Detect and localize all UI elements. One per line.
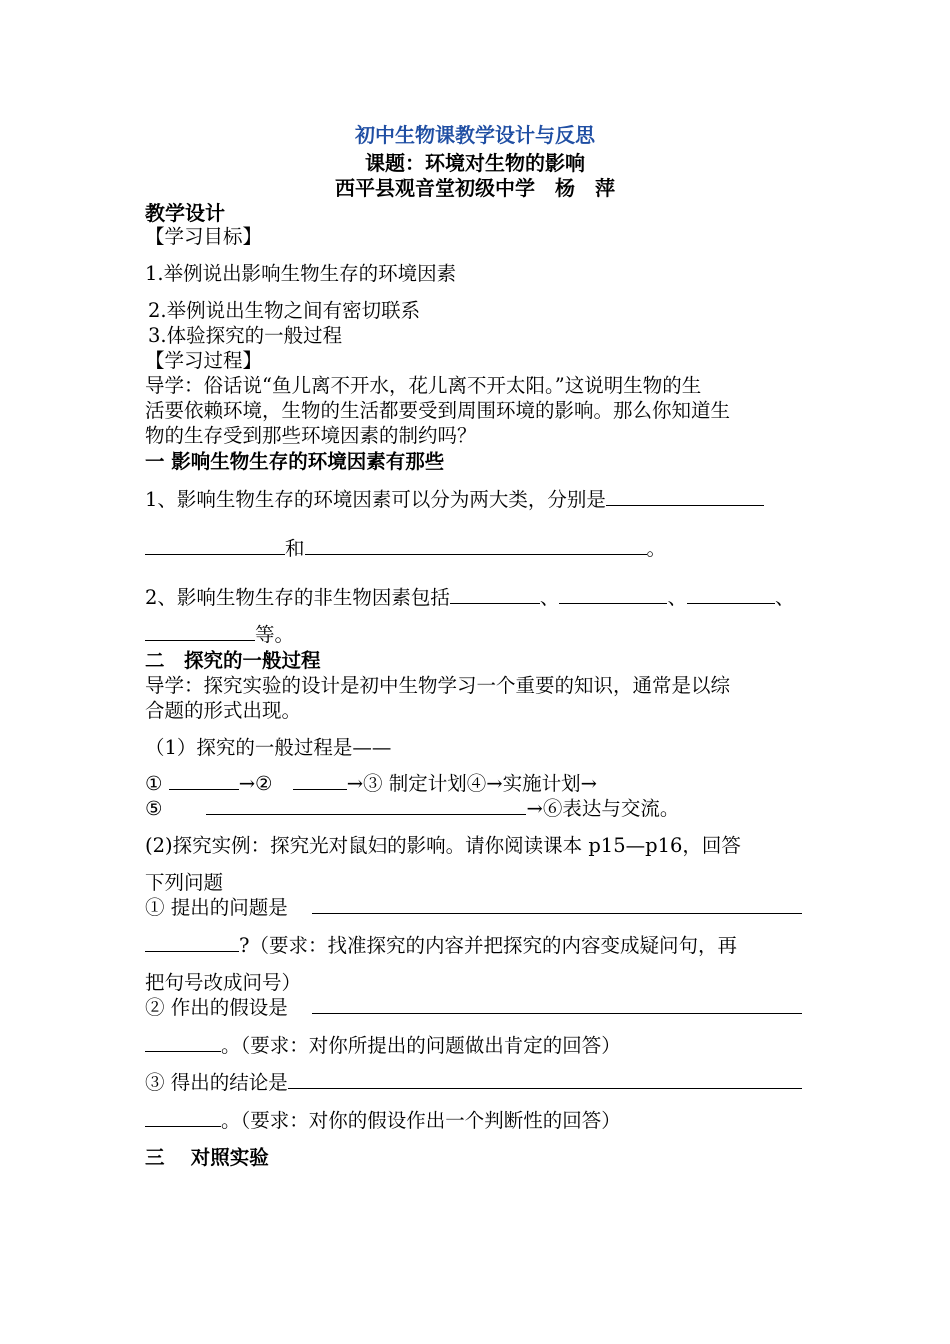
and-text: 和 [285, 537, 305, 560]
question-c-text: ③ 得出的结论是 [145, 1071, 288, 1094]
answer-blank[interactable] [312, 995, 802, 1014]
question-b [145, 995, 802, 1021]
step-1-marker: ① [145, 772, 163, 795]
design-heading: 教学设计 [145, 201, 225, 225]
question-a [145, 895, 802, 921]
question-a-text: ① 提出的问题是 [145, 896, 288, 919]
question-2 [145, 585, 794, 611]
question-1-cont [145, 536, 666, 562]
question-1-text: 1、影响生物生存的环境因素可以分为两大类，分别是 [145, 488, 606, 511]
part-2-line-1: (2)探究实例：探究光对鼠妇的影响。请你阅读课本 p15—p16，回答 [145, 834, 741, 857]
answer-blank[interactable] [450, 585, 540, 604]
intro-line-3: 物的生存受到那些环境因素的制约吗？ [145, 424, 477, 447]
etc-text: 等。 [255, 623, 295, 646]
question-a-requirement: ?（要求：找准探究的内容并把探究的内容变成疑问句，再 [239, 934, 737, 957]
section-3-heading: 三 对照实验 [145, 1146, 269, 1169]
intro-line-1: 导学：俗话说“鱼儿离不开水，花儿离不开太阳。”这说明生物的生 [145, 374, 702, 397]
separator: 、 [667, 586, 687, 609]
question-b-cont [145, 1033, 621, 1059]
question-a-requirement-2: 把句号改成问号） [145, 971, 302, 994]
goal-2: 2.举例说出生物之间有密切联系 [148, 299, 421, 322]
guide-line-2: 合题的形式出现。 [145, 699, 302, 722]
process-label: 【学习过程】 [145, 349, 263, 372]
step-6-marker: →⑥表达与交流。 [526, 797, 680, 820]
process-steps-line [145, 771, 597, 797]
answer-blank[interactable] [145, 1108, 221, 1127]
guide-line-1: 导学：探究实验的设计是初中生物学习一个重要的知识，通常是以综 [145, 674, 731, 697]
goal-3: 3.体验探究的一般过程 [148, 324, 343, 347]
goal-1: 1.举例说出影响生物生存的环境因素 [145, 262, 457, 285]
answer-blank[interactable] [145, 622, 255, 641]
intro-line-2: 活要依赖环境，生物的生活都要受到周围环境的影响。那么你知道生 [145, 399, 731, 422]
section-2-heading: 二 探究的一般过程 [145, 649, 321, 672]
answer-blank[interactable] [169, 771, 239, 790]
answer-blank[interactable] [606, 487, 764, 506]
answer-blank[interactable] [145, 1033, 221, 1052]
separator: 、 [539, 586, 560, 609]
answer-blank[interactable] [145, 933, 239, 952]
step-5-marker: ⑤ [145, 797, 163, 820]
step-2-marker: →② [238, 772, 273, 795]
part-2-line-2: 下列问题 [145, 871, 224, 894]
answer-blank[interactable] [288, 1070, 802, 1089]
section-1-heading: 一 影响生物生存的环境因素有那些 [145, 450, 445, 473]
process-steps-line-2 [145, 796, 679, 822]
answer-blank[interactable] [145, 536, 285, 555]
period-text: 。 [646, 537, 667, 560]
step-3-marker: →③ 制定计划④→实施计划→ [346, 772, 597, 795]
question-c [145, 1070, 802, 1096]
question-2-cont [145, 622, 294, 648]
separator: 、 [774, 586, 795, 609]
answer-blank[interactable] [312, 895, 802, 914]
part-1-label: （1）探究的一般过程是—— [145, 736, 392, 759]
question-c-requirement: 。（要求：对你的假设作出一个判断性的回答） [221, 1109, 621, 1132]
question-c-cont [145, 1108, 621, 1134]
goals-label: 【学习目标】 [145, 225, 263, 248]
question-b-text: ② 作出的假设是 [145, 996, 288, 1019]
document-title: 初中生物课教学设计与反思 [355, 123, 595, 147]
answer-blank[interactable] [687, 585, 775, 604]
answer-blank[interactable] [305, 536, 647, 555]
question-b-requirement: 。（要求：对你所提出的问题做出肯定的回答） [221, 1034, 621, 1057]
answer-blank[interactable] [206, 796, 526, 815]
question-a-cont [145, 933, 737, 959]
lesson-subject: 课题：环境对生物的影响 [365, 151, 585, 175]
answer-blank[interactable] [559, 585, 667, 604]
question-2-text: 2、影响生物生存的非生物因素包括 [145, 586, 450, 609]
author-line: 西平县观音堂初级中学 杨 萍 [335, 176, 615, 200]
answer-blank[interactable] [293, 771, 347, 790]
question-1 [145, 487, 764, 513]
